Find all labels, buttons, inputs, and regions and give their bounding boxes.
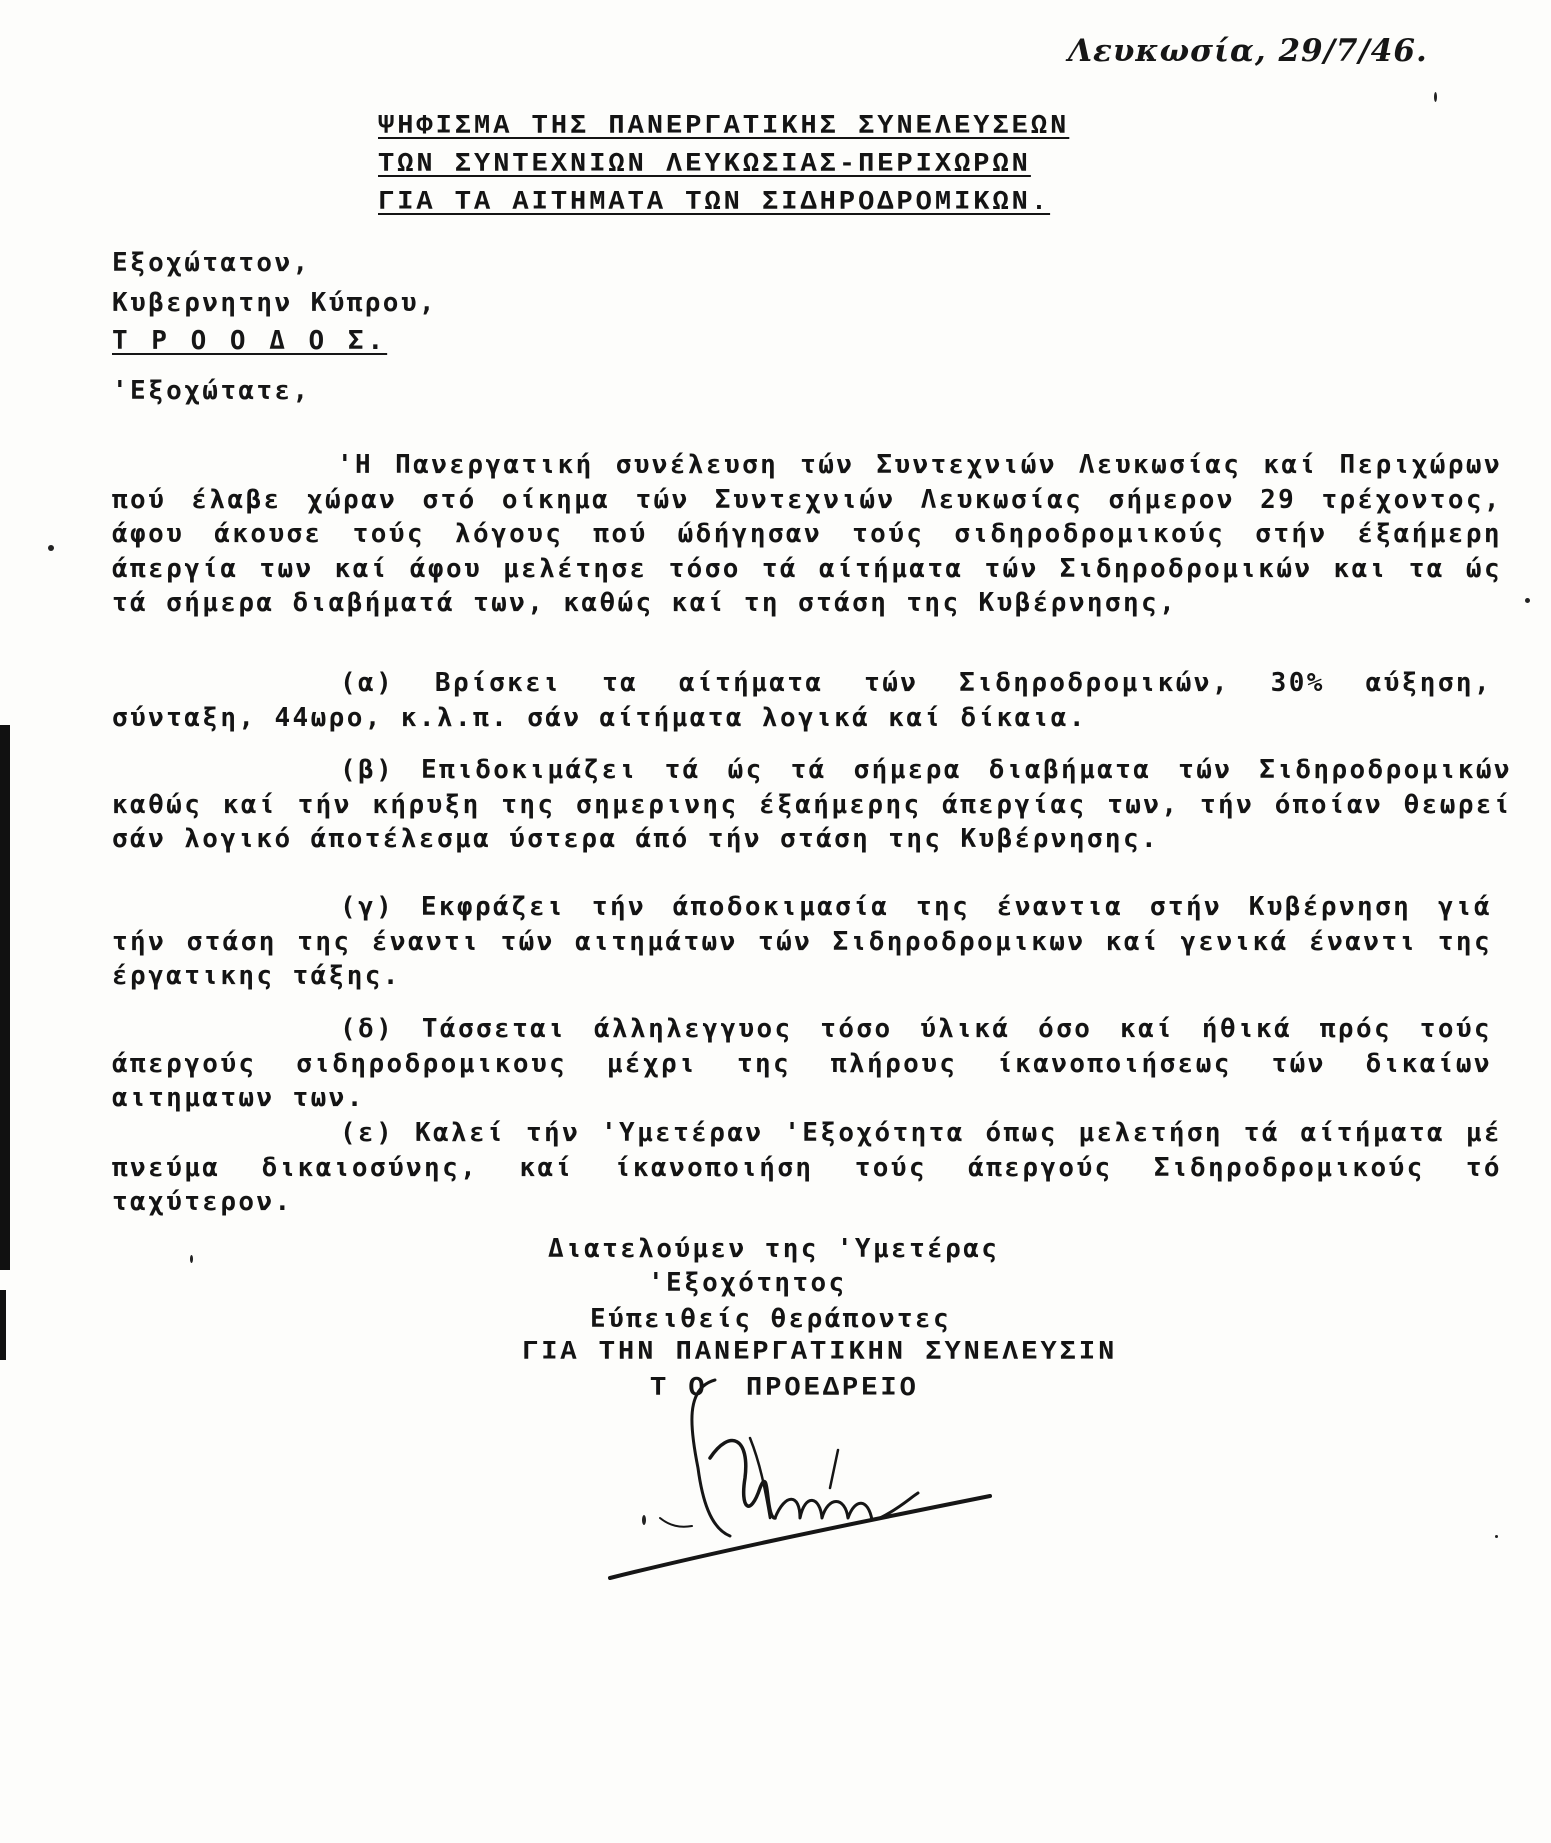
title-line-2: ΤΩΝ ΣΥΝΤΕΧΝΙΩΝ ΛΕΥΚΩΣΙΑΣ-ΠΕΡΙΧΩΡΩΝ (378, 150, 1031, 180)
resolution-item-a: (α) Βρίσκει τα αίτήματα τών Σιδηροδρομικών, 30% αύξηση, σύνταξη, 44ωρο, κ.λ.π. σάν αίτήματα λογικά καί δίκαια. (112, 668, 1492, 733)
scan-speck (1434, 92, 1437, 102)
closing-line-5: Τ Ο ΠΡΟΕΔΡΕΙΟ (650, 1374, 919, 1404)
resolution-item-d: (δ) Τάσσεται άλληλεγγυος τόσο ύλικά όσο καί ήθικά πρός τούς άπεργούς σιδηροδρομικους μέχρι της πλήρους ίκανοποιήσεως τών δικαίων αιτηματων των. (112, 1014, 1492, 1113)
place-date: Λευκωσία, 29/7/46. (1068, 33, 1428, 69)
closing-line-4: ΓΙΑ ΤΗΝ ΠΑΝΕΡΓΑΤΙΚΗΝ ΣΥΝΕΛΕΥΣΙΝ (522, 1338, 1118, 1368)
intro-paragraph: 'Η Πανεργατική συνέλευση τών Συντεχνιών Λευκωσίας καί Περιχώρων πού έλαβε χώραν στό οίκημα τών Συντεχνιών Λευκωσίας σήμερον 29 τρέχοντος, άφου άκουσε τούς λόγους πού ώδήγησαν τούς σιδηροδρομικούς στήν έξαήμερη άπεργία των καί άφου μελέτησε τόσο τά αίτήματα τών Σιδηροδρομικών και τα ώς τά σήμερα διαβήματά των, καθώς καί τη στάση της Κυβέρνησης, (112, 450, 1502, 618)
title-line-1: ΨΗΦΙΣΜΑ ΤΗΣ ΠΑΝΕΡΓΑΤΙΚΗΣ ΣΥΝΕΛΕΥΣΕΩΝ (378, 112, 1070, 142)
addressee-line-2: Κυβερνητην Κύπρου, (112, 288, 437, 318)
handwritten-signature (600, 1368, 1020, 1588)
resolution-item-b: (β) Επιδοκιμάζει τά ώς τά σήμερα διαβήματα τών Σιδηροδρομικών καθώς καί τήν κήρυξη της σημερινης έξαήμερης άπεργίας των, τήν όποίαν θεωρεί σάν λογικό άποτέλεσμα ύστερα άπό τήν στάση της Κυβέρνησης. (112, 755, 1512, 854)
closing-line-1: Διατελούμεν της 'Υμετέρας (548, 1234, 1000, 1264)
resolution-item-e: (ε) Καλεί τήν 'Υμετέραν 'Εξοχότητα όπως μελετήση τά αίτήματα μέ πνεύμα δικαιοσύνης, καί ίκανοποιήση τούς άπεργούς Σιδηροδρομικούς τό ταχύτερον. (112, 1118, 1502, 1217)
title-line-3: ΓΙΑ ΤΑ ΑΙΤΗΜΑΤΑ ΤΩΝ ΣΙΔΗΡΟΔΡΟΜΙΚΩΝ. (378, 188, 1051, 218)
scan-speck (190, 1255, 193, 1263)
scan-edge-shadow-lower (0, 1290, 6, 1360)
scan-speck (1495, 1535, 1498, 1538)
salutation: 'Εξοχώτατε, (112, 376, 311, 406)
scan-speck (1525, 598, 1530, 603)
addressee-line-1: Εξοχώτατον, (112, 248, 311, 278)
document-title (378, 108, 1138, 222)
scan-edge-shadow (0, 725, 10, 1270)
closing-line-2: 'Εξοχότητος (648, 1268, 847, 1298)
closing-line-3: Εύπειθείς θεράποντες (590, 1304, 952, 1334)
scan-speck (48, 545, 54, 551)
resolution-item-c: (γ) Εκφράζει τήν άποδοκιμασία της έναντια στήν Κυβέρνηση γιά τήν στάση της έναντι τών αιτημάτων τών Σιδηροδρομικων καί γενικά έναντι της έργατικης τάξης. (112, 892, 1492, 991)
addressee-line-3: Τ Ρ Ο Ο Δ Ο Σ. (112, 326, 388, 356)
